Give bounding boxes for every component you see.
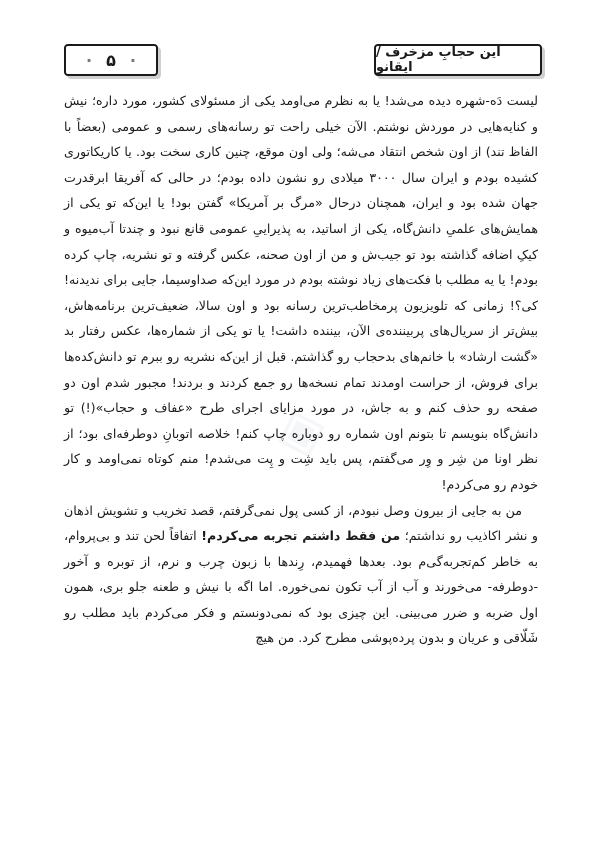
paragraph — [64, 498, 538, 652]
page-number-box — [64, 44, 158, 76]
text-span: من به جایی از بیرون وصل نبودم، از کسی پول نمی‌گرفتم، قصد تخریب و تشویش اذهان و نشر اکاذیب رو نداشتم؛ — [64, 502, 538, 544]
text-span: لیست دَه-شهره دیده می‌شد! یا به نظرم می‌اومد یکی از مسئولای کشور، مورد داره؛ نیش و کنایه‌هایی در موردش نوشتم. الآن خیلی راحت تو رسانه‌های رسمی و عمومی (بعضاً با الفاظ تند) از اون شخص انتقاد می‌شه؛ ولی اون موقع، چنین کاری سخت بود. یا کاریکاتوری کشیده بودم و ایران سال ۳۰۰۰ میلادی رو نشون داده بودم؛ در حالی که آفریقا ابرقدرت جهان شده بود و ایران، همچنان درحال «مرگ بر آمریکا» گفتن بود! یا این‌که تو یکی از همایش‌های علمیِ دانش‌گاه، یکی از اساتید، به پذیراییِ عمومی قانع نبود و چندتا آب‌میوه و کیکِ اضافه گذاشته بود تو جیب‌ش و من از اون صحنه، عکس گرفته و تو نشریه، چاپ کرده بودم! یا یه مطلب با فکت‌های زیاد نوشته بودم در مورد این‌که صداوسیما، جایی برای ندیدنه! کی؟! زمانی که تلویزیون پرمخاطب‌ترین رسانه بود و اون سالا، ضعیف‌ترین برنامه‌هاش، بیش‌تر از سریال‌های پربیننده‌ی الآن، بیننده داشت! یا تو یکی از شماره‌ها، عکس رفتار بد «گشت ارشاد» با خانم‌های بدحجاب رو گذاشتم. قبل از این‌که نشریه رو ببرم تو دانش‌کده‌ها برای فروش، از حراست اومدند تمام نسخه‌ها رو جمع کردند و بردند! مجبور شدم اون دو صفحه رو حذف کنم و به جاش، در مورد مزایای اجرای طرح «عفاف و حجاب»(!) تو دانش‌گاه بنویسم تا بتونم اون شماره رو دوباره چاپ کنم! خلاصه اتوبانِ دوطرفه‌ای بود؛ از نظر اونا من شِر و وِر می‌گفتم، پس باید شِت و پِت می‌شدم! منم کوتاه نمی‌اومد و کار خودم رو می‌کردم! — [64, 93, 538, 492]
text-span: اتفاقاً لحن تند و بی‌پروام، به خاطر کم‌تجربه‌گی‌م بود. بعدها فهمیدم، رِندها با زبون چرب و نرم، از توبره و آخور -دوطرفه- می‌خورند و آب از آب تکون نمی‌خوره. اما اگه با نیش و طعنه جلو بری، همون اول ضربه و ضرر می‌بینی. این چیزی بود که نمی‌دونستم و فکر می‌کردم باید مطلب رو شَلّاقی و عریان و بدون پرده‌پوشی مطرح کرد. من هیچ — [64, 528, 538, 646]
header-title-box — [374, 44, 542, 76]
paragraph — [64, 88, 538, 498]
header-title: این حجابِ مزخرف / ایقانو — [376, 45, 501, 75]
watermark-logo: ◈ — [265, 387, 335, 473]
body-text — [64, 88, 538, 651]
page-number: · ۵ · — [72, 51, 150, 70]
bold-text-span: من فقط داشتم تجربه می‌کردم! — [201, 528, 401, 544]
